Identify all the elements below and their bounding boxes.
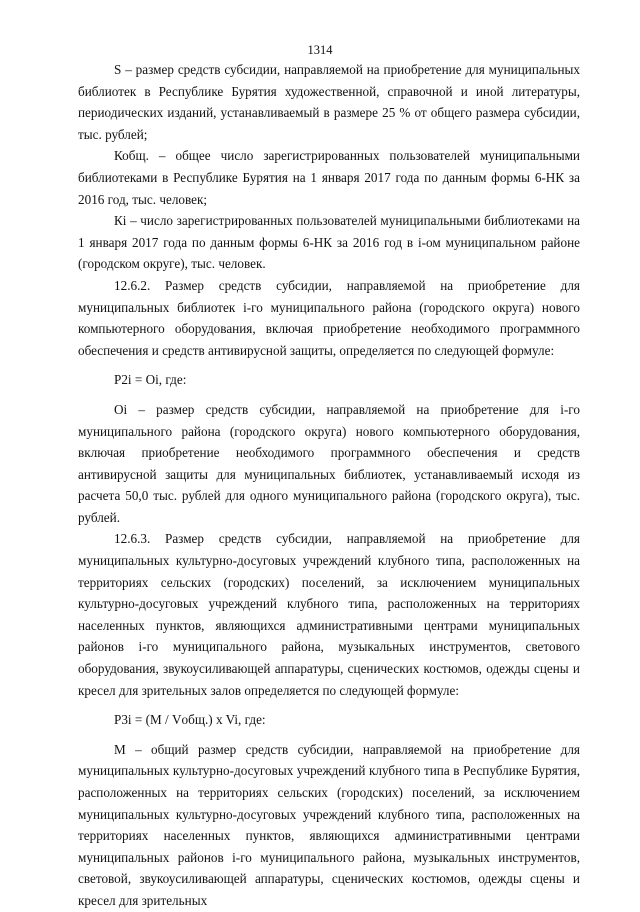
page-content (78, 59, 580, 912)
paragraph-s-definition: S – размер средств субсидии, направляемой на приобретение для муниципальных библиотек в Республике Бурятия художественной, справочной и иной литературы, периодических изданий, устанавливаемый в размере 25 % от общего размера субсидии, тыс. рублей; (78, 62, 580, 142)
paragraph-kobsh-definition: Кобщ. – общее число зарегистрированных пользователей муниципальными библиотеками в Республике Бурятия на 1 января 2017 года по данным формы 6-НК за 2016 год, тыс. человек; (78, 148, 580, 207)
paragraph-12-6-2: 12.6.2. Размер средств субсидии, направляемой на приобретение для муниципальных библиотек i-го муниципального района (городского округа) нового компьютерного оборудования, включая приобретение необходимого программного обеспечения и средств антивирусной защиты, определяется по следующей формуле: (78, 277, 580, 358)
paragraph-ki-definition: Кi – число зарегистрированных пользователей муниципальными библиотеками на 1 января 2017 года по данным формы 6-НК за 2016 год в i-ом муниципальном районе (городском округе), тыс. человек. (78, 213, 580, 272)
paragraph-12-6-3: 12.6.3. Размер средств субсидии, направляемой на приобретение для муниципальных культурно-досуговых учреждений клубного типа, расположенных на территориях сельских (городских) поселений, за исключением муниципальных культурно-досуговых учреждений клубного типа, расположенных на территориях населенных пунктов, являющихся административными центрами муниципальных районов i-го муниципального района, музыкальных инструментов, светового оборудования, звукоусиливающей аппаратуры, сценических костюмов, одежды сцены и кресел для зрительных залов определяется по следующей формуле: (78, 531, 580, 698)
formula-p2i: Р2i = Оi, где: (114, 372, 187, 388)
paragraph-oi-definition: Оi – размер средств субсидии, направляемой на приобретение для i-го муниципального района (городского округа) нового компьютерного оборудования, включая приобретение необходимого программного обеспечения и средств антивирусной защиты для муниципальных библиотек, устанавливаемый исходя из расчета 50,0 тыс. рублей для одного муниципального района (городского округа), тыс. рублей. (78, 401, 580, 525)
page-number: 1314 (307, 43, 333, 57)
paragraph-m-definition: М – общий размер средств субсидии, направляемой на приобретение для муниципальных культурно-досуговых учреждений клубного типа в Республике Бурятия, расположенных на территориях сельских (городских) поселений, за исключением муниципальных культурно-досуговых учреждений клубного типа, расположенных на территориях населенных пунктов, являющихся административными центрами муниципальных районов i-го муниципального района, музыкальных инструментов, световой, звукоусиливающей аппаратуры, сценических костюмов, одежды сцены и кресел для зрительных (78, 741, 580, 908)
formula-p3i: Р3i = (М / Vобщ.) x Vi, где: (114, 712, 266, 728)
